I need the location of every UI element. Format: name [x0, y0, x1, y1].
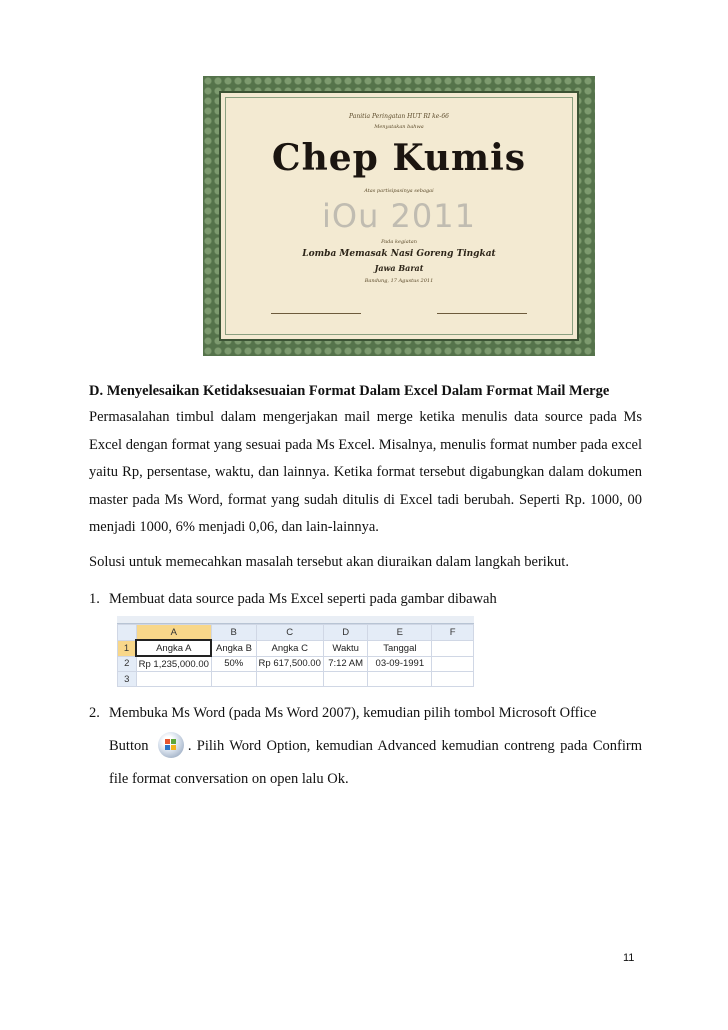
table-cell: [136, 672, 211, 687]
certificate-event2: Jawa Barat: [374, 263, 424, 273]
table-cell: [323, 672, 368, 687]
table-cell: Angka A: [136, 640, 211, 656]
solution-paragraph: Solusi untuk memecahkan masalah tersebut akan diuraikan dalam langkah berikut.: [89, 554, 569, 570]
certificate-date: Bandung, 17 Agustus 2011: [364, 278, 434, 284]
body-paragraph: Permasalahan timbul dalam mengerjakan mail merge ketika menulis data source pada Ms Excel dengan format yang sesuai pada Ms Excel. Misalnya, menulis format number pada excel yaitu Rp, persentase, waktu, dan lainnya. Ketika format tersebut digabungkan dalam dokumen master pada Ms Word, format yang sudah ditulis di Excel tadi berubah. Seperti Rp. 1000, 00 menjadi 1000, 6% menjadi 0,06, dan lain-lainnya.: [89, 409, 642, 535]
table-cell: [432, 640, 474, 656]
row-header: 2: [118, 656, 137, 672]
table-cell: [368, 672, 432, 687]
certificate-line3: Atas partisipasinya sebagai: [364, 188, 434, 194]
page-number: 11: [623, 952, 635, 964]
signature-line-left: [271, 313, 361, 314]
table-cell: Rp 1,235,000.00: [136, 656, 211, 672]
certificate-line4: Pada kegiatan: [381, 239, 417, 245]
button-word: Button: [109, 738, 149, 754]
step-number: 2.: [89, 705, 100, 721]
certificate-line1: Panitia Peringatan HUT RI ke-66: [349, 113, 449, 120]
step-text: Membuka Ms Word (pada Ms Word 2007), kemudian pilih tombol Microsoft Office: [109, 705, 597, 721]
table-cell: Angka B: [211, 640, 256, 656]
certificate-line2: Menyatakan bahwa: [374, 124, 424, 130]
column-header: E: [368, 625, 432, 641]
table-cell: 7:12 AM: [323, 656, 368, 672]
table-cell: [256, 672, 323, 687]
table-cell: Waktu: [323, 640, 368, 656]
row-header: 1: [118, 640, 137, 656]
column-header: B: [211, 625, 256, 641]
step-text-after: . Pilih Word Option, kemudian Advanced kemudian contreng pada Confirm file format conversation on open lalu Ok.: [109, 738, 642, 787]
certificate-image: [203, 76, 595, 356]
certificate-paper: [219, 91, 579, 341]
section-heading: D. Menyelesaikan Ketidaksesuaian Format Dalam Excel Dalam Format Mail Merge: [89, 383, 610, 399]
step-2: [89, 697, 642, 796]
certificate-watermark: iOu 2011: [322, 197, 476, 235]
step-1: [89, 591, 497, 608]
table-cell: [211, 672, 256, 687]
excel-grid: [117, 624, 474, 687]
certificate-name: Chep Kumis: [271, 137, 527, 179]
signature-line-right: [437, 313, 527, 314]
excel-screenshot: [117, 616, 474, 691]
step-continuation: [89, 730, 642, 796]
column-header: D: [323, 625, 368, 641]
office-button-icon: [158, 732, 184, 758]
column-header: A: [136, 625, 211, 641]
corner-cell: [118, 625, 137, 641]
column-header: C: [256, 625, 323, 641]
step-number: 1.: [89, 591, 100, 607]
table-cell: Tanggal: [368, 640, 432, 656]
table-cell: Rp 617,500.00: [256, 656, 323, 672]
table-cell: 50%: [211, 656, 256, 672]
table-cell: Angka C: [256, 640, 323, 656]
table-cell: 03-09-1991: [368, 656, 432, 672]
table-cell: [432, 656, 474, 672]
column-header: F: [432, 625, 474, 641]
step-text: Membuat data source pada Ms Excel seperti pada gambar dibawah: [109, 591, 497, 607]
row-header: 3: [118, 672, 137, 687]
table-cell: [432, 672, 474, 687]
formula-bar: [117, 616, 474, 624]
certificate-event1: Lomba Memasak Nasi Goreng Tingkat: [302, 249, 496, 259]
